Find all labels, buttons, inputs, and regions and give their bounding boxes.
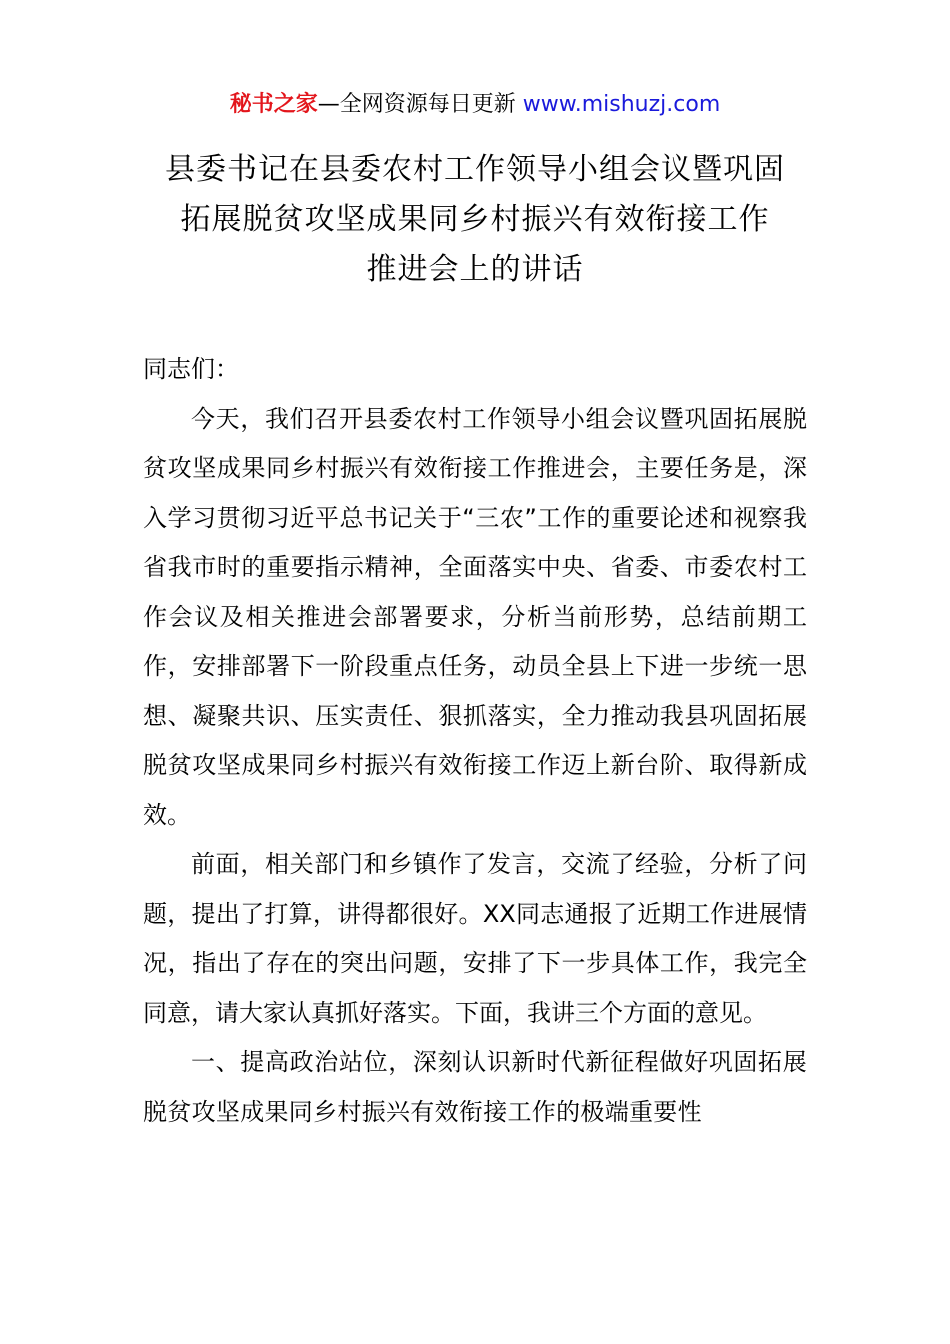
paragraph-intro: 今天，我们召开县委农村工作领导小组会议暨巩固拓展脱贫攻坚成果同乡村振兴有效衔接工作推进会，主要任务是，深入学习贯彻习近平总书记关于“三农”工作的重要论述和视察我省我市时的重要指示精神，全面落实中央、省委、市委农村工作会议及相关推进会部署要求，分析当前形势，总结前期工作，安排部署下一阶段重点任务，动员全县上下进一步统一思想、凝聚共识、压实责任、狠抓落实，全力推动我县巩固拓展脱贫攻坚成果同乡村振兴有效衔接工作迈上新台阶、取得新成效。 bbox=[143, 404, 807, 829]
site-header bbox=[0, 88, 950, 122]
title-line-1: 县委书记在县委农村工作领导小组会议暨巩固 bbox=[165, 152, 785, 187]
document-title bbox=[0, 145, 950, 295]
paragraph-remarks: 前面，相关部门和乡镇作了发言，交流了经验，分析了问题，提出了打算，讲得都很好。XX同志通报了近期工作进展情况，指出了存在的突出问题，安排了下一步具体工作，我完全同意，请大家认真抓好落实。下面，我讲三个方面的意见。 bbox=[143, 850, 807, 1027]
section-heading-1: 一、提高政治站位，深刻认识新时代新征程做好巩固拓展脱贫攻坚成果同乡村振兴有效衔接工作的极端重要性 bbox=[143, 1048, 807, 1126]
site-url-link[interactable]: www.mishuzj.com bbox=[522, 92, 721, 117]
title-line-3: 推进会上的讲话 bbox=[366, 252, 584, 287]
title-line-2: 拓展脱贫攻坚成果同乡村振兴有效衔接工作 bbox=[180, 202, 770, 237]
header-tagline: —全网资源每日更新 bbox=[317, 92, 523, 117]
brand-name: 秘书之家 bbox=[229, 92, 318, 117]
salutation: 同志们： bbox=[143, 355, 239, 383]
document-body bbox=[143, 345, 807, 1137]
